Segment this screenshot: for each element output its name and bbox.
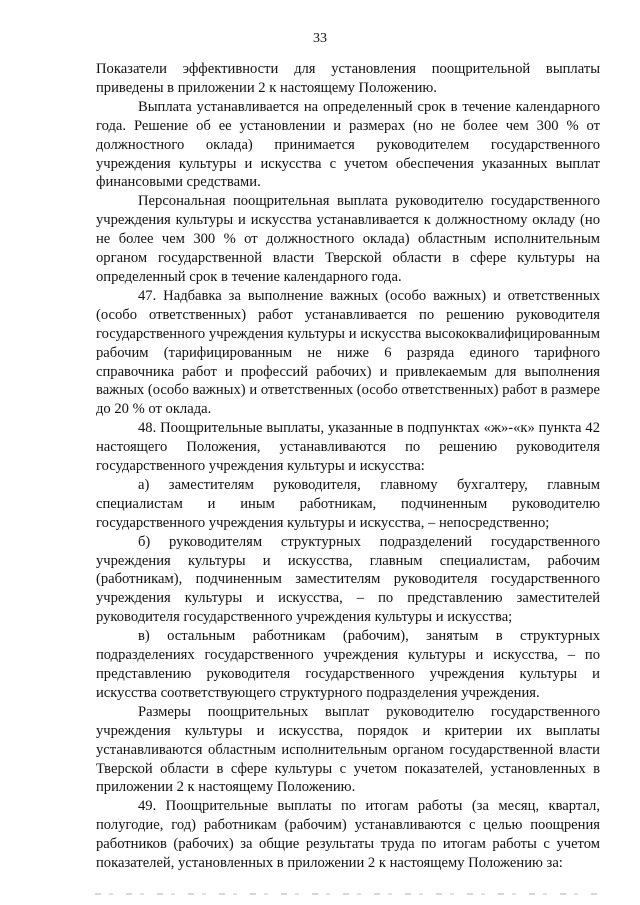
paragraph: Показатели эффективности для установления поощрительной выплаты приведены в приложении 2 к настоящему Положению. xyxy=(96,61,600,96)
subitem-b: б) руководителям структурных подразделений государственного учреждения культуры и искусства, главным специалистам, рабочим (работникам), подчиненным заместителям руководителя государственного учреждения культуры и искусства, – по представлению заместителей руководителя государственного учреждения культуры и искусства; xyxy=(96,533,600,626)
page-number: 33 xyxy=(313,31,327,46)
paragraph: Размеры поощрительных выплат руководителю государственного учреждения культуры и искусства, порядок и критерии их выплаты устанавливаются областным исполнительным органом государственной власти Тверской области в сфере культуры с учетом показателей, установленных в приложении 2 к настоящему Положению. xyxy=(96,703,600,796)
scan-edge-artifact xyxy=(95,893,605,895)
paragraph-item-49: 49. Поощрительные выплаты по итогам работы (за месяц, квартал, полугодие, год) работникам (рабочим) устанавливаются с целью поощрения работников (рабочих) за общие результаты труда по итогам работы с учетом показателей, установленных в приложении 2 к настоящему Положению за: xyxy=(96,798,600,872)
paragraph: Персональная поощрительная выплата руководителю государственного учреждения культуры и искусства устанавливается к должностному окладу (но не более чем 300 % от должностного оклада) областным исполнительным органом государственной власти Тверской области в сфере культуры на определенный срок в течение календарного года. xyxy=(96,193,600,285)
paragraph: Выплата устанавливается на определенный срок в течение календарного года. Решение об ее установлении и размерах (но не более чем 300 % от должностного оклада) принимается руководителем государственного учреждения культуры и искусства с учетом обеспечения указанных выплат финансовыми средствами. xyxy=(96,98,600,191)
paragraph-item-47: 47. Надбавка за выполнение важных (особо важных) и ответственных (особо ответственных) работ устанавливается по решению руководителя государственного учреждения культуры и искусства высококвалифицированным рабочим (тарифицированным не ниже 6 разряда единого тарифного справочника работ и профессий рабочих) и привлекаемым для выполнения важных (особо важных) и ответственных (особо ответственных) работ в размере до 20 % от оклада. xyxy=(96,287,600,418)
paragraph-item-48: 48. Поощрительные выплаты, указанные в подпунктах «ж»-«к» пункта 42 настоящего Положения, устанавливаются по решению руководителя государственного учреждения культуры и искусства: xyxy=(96,420,600,475)
subitem-v: в) остальным работникам (рабочим), занятым в структурных подразделениях государственного учреждения культуры и искусства, – по представлению руководителя государственного учреждения культуры и искусства соответствующего структурного подразделения учреждения. xyxy=(96,628,600,701)
document-body xyxy=(96,60,600,873)
subitem-a: а) заместителям руководителя, главному бухгалтеру, главным специалистам и иным работникам, подчиненным руководителю государственного учреждения культуры и искусства, – непосредственно; xyxy=(96,476,600,531)
